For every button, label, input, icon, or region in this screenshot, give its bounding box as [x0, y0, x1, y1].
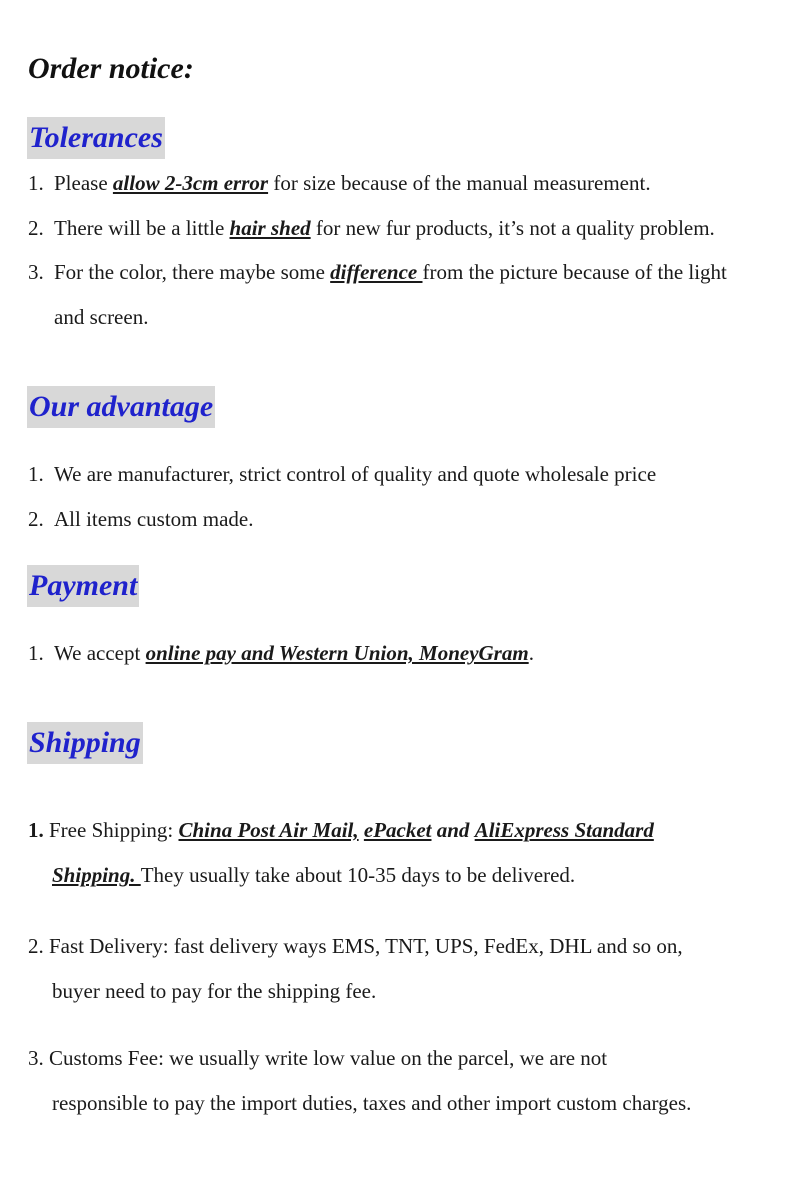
page-title: Order notice: [28, 52, 194, 85]
item-emphasis: AliExpress Standard [474, 818, 654, 842]
list-number: 1. [28, 641, 44, 665]
item-emphasis: Shipping. [52, 863, 141, 887]
item-emphasis: difference [330, 260, 423, 284]
list-number: 3. [28, 260, 44, 284]
item-text: We are manufacturer, strict control of quality and quote wholesale price [54, 462, 657, 486]
item-emphasis: ePacket [363, 818, 432, 842]
item-text: Please [54, 171, 113, 195]
list-number: 1. [28, 818, 44, 842]
item-emphasis: China Post Air Mail, [178, 818, 359, 842]
list-number: 2. [28, 216, 44, 240]
tolerance-item-2 [28, 215, 715, 241]
item-text: Fast Delivery: fast delivery ways EMS, TNT, UPS, FedEx, DHL and so on, [43, 934, 683, 958]
payment-item-1 [28, 640, 534, 666]
item-text: For the color, there maybe some [54, 260, 331, 284]
item-text: from the picture because of the light [422, 260, 727, 284]
item-emphasis: allow 2-3cm error [112, 171, 269, 195]
section-heading-advantage: Our advantage [27, 386, 215, 428]
list-number: 1. [28, 171, 44, 195]
item-text: All items custom made. [54, 507, 254, 531]
shipping-item-2 [28, 933, 683, 959]
tolerance-item-3 [28, 259, 727, 285]
item-text: We accept [54, 641, 146, 665]
section-heading-tolerances: Tolerances [27, 117, 165, 159]
section-heading-payment: Payment [27, 565, 139, 607]
item-text: Customs Fee: we usually write low value on the parcel, we are not [43, 1046, 608, 1070]
list-number: 3. [28, 1046, 44, 1070]
shipping-item-3-continued: responsible to pay the import duties, taxes and other import custom charges. [52, 1091, 692, 1115]
advantage-item-1 [28, 461, 656, 487]
list-number: 1. [28, 462, 44, 486]
tolerance-item-1 [28, 170, 651, 196]
list-number: 2. [28, 507, 44, 531]
list-number: 2. [28, 934, 44, 958]
item-text: . [528, 641, 534, 665]
item-emphasis: and [436, 818, 470, 842]
item-text: There will be a little [54, 216, 230, 240]
item-text: for size because of the manual measurement. [268, 171, 651, 195]
item-text: Free Shipping: [43, 818, 179, 842]
item-emphasis: online pay and Western Union, MoneyGram [145, 641, 529, 665]
item-text: for new fur products, it’s not a quality problem. [310, 216, 715, 240]
item-emphasis: hair shed [229, 216, 311, 240]
item-text: They usually take about 10-35 days to be delivered. [140, 863, 576, 887]
advantage-item-2 [28, 506, 253, 532]
shipping-item-1-continued [52, 862, 575, 888]
section-heading-shipping: Shipping [27, 722, 143, 764]
shipping-item-3 [28, 1045, 607, 1071]
shipping-item-2-continued: buyer need to pay for the shipping fee. [52, 979, 377, 1003]
tolerance-item-3-continued: and screen. [54, 305, 149, 329]
shipping-item-1 [28, 817, 654, 843]
